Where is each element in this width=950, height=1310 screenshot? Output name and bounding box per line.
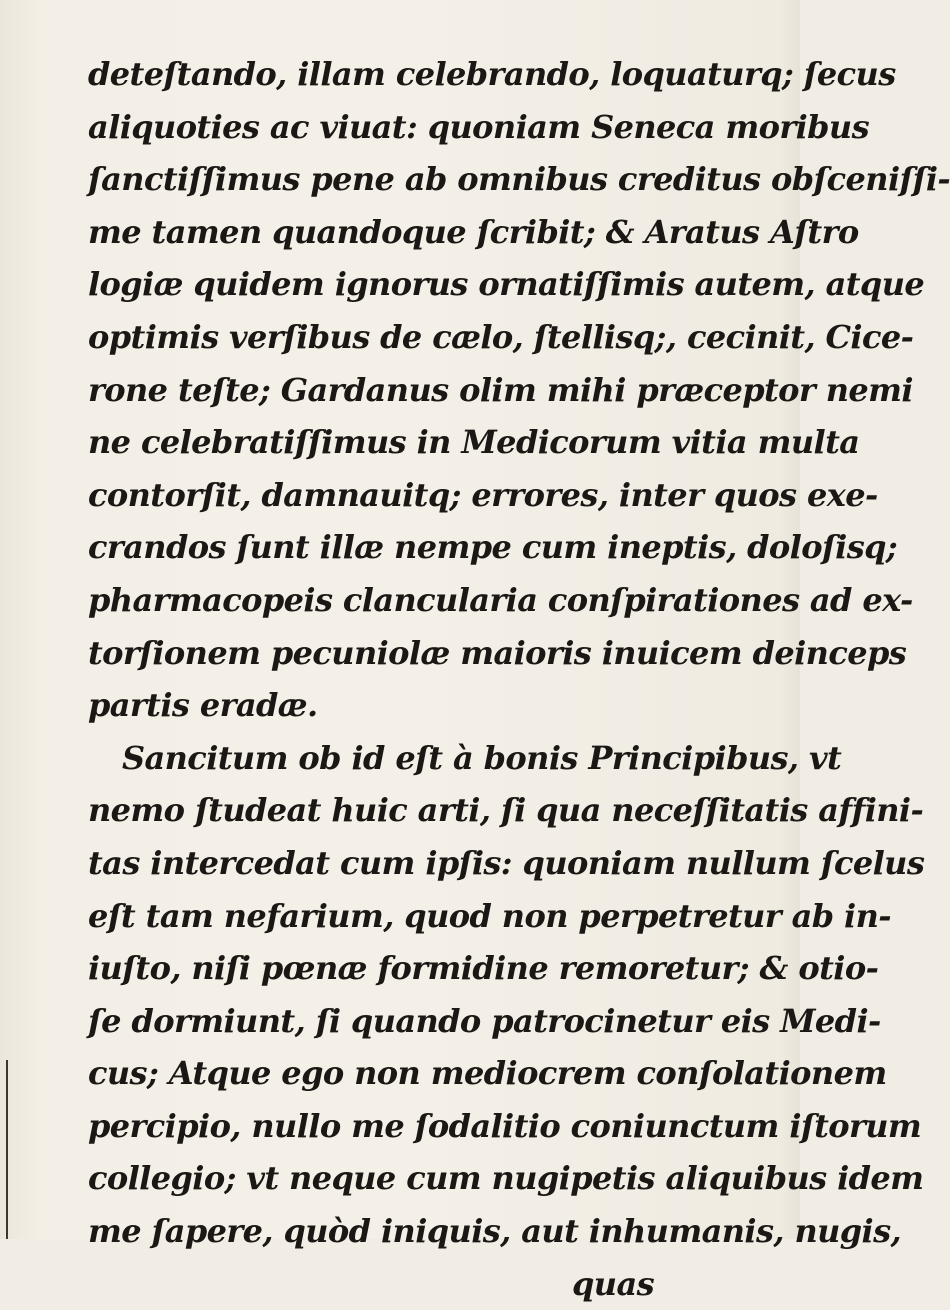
text-line: contorſit, damnauitq; errores, inter quos exe- xyxy=(88,475,878,514)
text-line: ne celebratiſſimus in Medicorum vitia multa xyxy=(88,423,860,462)
catchword: quas xyxy=(572,1264,654,1303)
text-line: crandos ſunt illæ nempe cum ineptis, doloſisq; xyxy=(88,528,898,567)
text-line: iuſto, niſi pœnæ formidine remoretur; & otio- xyxy=(88,949,879,988)
text-line: me ſapere, quòd iniquis, aut inhumanis, nugis, xyxy=(88,1212,902,1251)
paragraph-start-line: Sancitum ob id eſt à bonis Principibus, vt xyxy=(122,738,842,777)
text-line: logiæ quidem ignorus ornatiſſimis autem, atque xyxy=(88,265,925,304)
page-edge-rule xyxy=(6,1060,8,1239)
text-line: collegio; vt neque cum nugipetis aliquibus idem xyxy=(88,1159,924,1198)
text-line: deteſtando, illam celebrando, loquaturq; ſecus xyxy=(88,55,896,93)
body-text xyxy=(88,48,950,1310)
text-line: me tamen quandoque ſcribit; & Aratus Aſtro xyxy=(88,212,859,251)
text-line: ſanctiſſimus pene ab omnibus creditus obſceniſſi- xyxy=(88,160,950,199)
text-line: cus; Atque ego non mediocrem conſolationem xyxy=(88,1054,887,1093)
text-line: ſe dormiunt, ſi quando patrocinetur eis Medi- xyxy=(88,1001,881,1040)
text-line: aliquoties ac viuat: quoniam Seneca moribus xyxy=(88,107,869,146)
text-line: rone teſte; Gardanus olim mihi præceptor nemi xyxy=(88,370,913,409)
text-line: nemo ſtudeat huic arti, ſi qua neceſſitatis affini- xyxy=(88,791,924,830)
text-line: optimis verſibus de cælo, ſtellisq;, cecinit, Cice- xyxy=(88,317,914,356)
text-line: eſt tam nefarium, quod non perpetretur ab in- xyxy=(88,896,891,935)
text-line: percipio, nullo me ſodalitio coniunctum iſtorum xyxy=(88,1106,922,1145)
text-line: pharmacopeis clancularia conſpirationes ad ex- xyxy=(88,580,913,619)
text-line: partis eradæ. xyxy=(88,686,318,725)
text-line: torſionem pecuniolæ maioris inuicem deinceps xyxy=(88,633,907,672)
text-line: tas intercedat cum ipſis: quoniam nullum ſcelus xyxy=(88,843,925,882)
